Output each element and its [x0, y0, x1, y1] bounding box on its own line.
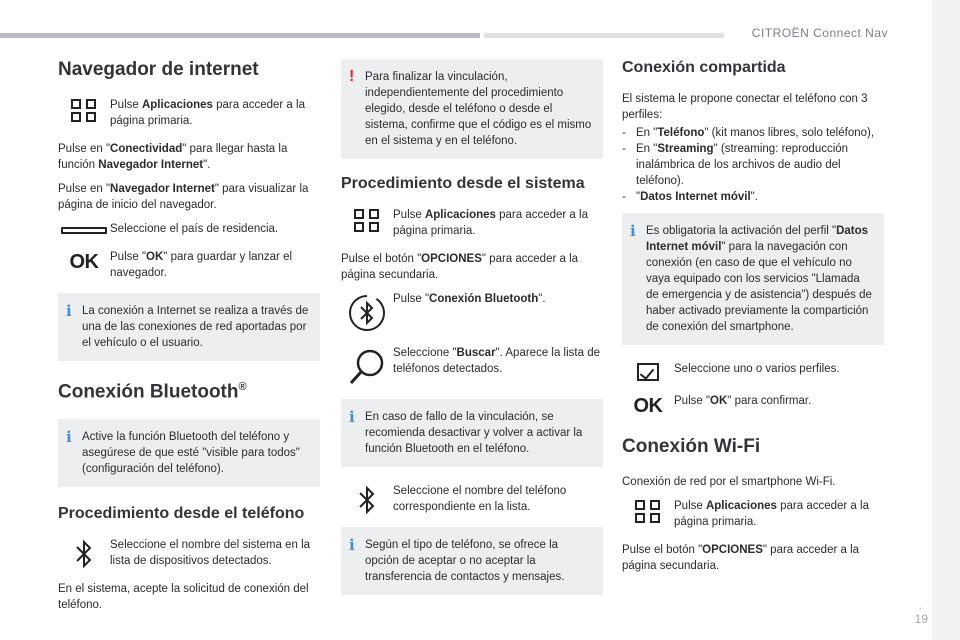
step-ok [58, 249, 320, 281]
search-icon [341, 345, 393, 387]
subsection-title-shared: Conexión compartida [622, 59, 786, 76]
ok-icon: OK [69, 251, 99, 273]
brand-title: CITROËN Connect Nav [751, 26, 888, 40]
step-select-system [58, 537, 320, 569]
paragraph-browser: Pulse en "Navegador Internet" para visualizar la página de inicio del navegador. [58, 183, 309, 211]
paragraph-accept: En el sistema, acepte la solicitud de conexión del teléfono. [58, 583, 309, 612]
step-country [58, 221, 320, 237]
step-search [341, 345, 603, 387]
step-text: Seleccione "Buscar". Aparece la lista de teléfonos detectados. [393, 347, 600, 375]
warning-note: ! Para finalizar la vinculación, independientemente del procedimiento elegido, desde el teléfono o desde el sistema, confirme que el código es el mismo en el sistema y en el teléfono. [341, 59, 603, 159]
step-text: Pulse "Conexión Bluetooth". [393, 293, 546, 305]
bluetooth-circle-icon [341, 291, 393, 333]
page-number: 19 [914, 612, 928, 626]
column-right [622, 55, 884, 582]
warning-icon: ! [349, 68, 355, 85]
info-note: i Active la función Bluetooth del teléfono y asegúrese de que esté "visible para todos" (configuración del teléfono). [58, 419, 320, 487]
page-edge-band [932, 0, 960, 640]
apps-grid-icon [622, 498, 674, 524]
step-text: Seleccione el nombre del teléfono correspondiente en la lista. [393, 485, 567, 513]
header-rule-light [484, 33, 724, 38]
paragraph-connectivity: Pulse en "Conectividad" para llegar hasta la función Navegador Internet". [58, 143, 288, 171]
section-title-bluetooth: Conexión Bluetooth® [58, 381, 247, 403]
column-left [58, 55, 320, 621]
step-applications [622, 498, 884, 530]
step-bluetooth-connection [341, 291, 603, 333]
info-icon: i [349, 408, 355, 426]
step-text: Pulse "OK" para confirmar. [674, 395, 812, 407]
selection-bar-icon [61, 227, 107, 234]
info-note: i La conexión a Internet se realiza a través de una de las conexiones de red aportadas por el vehículo o el usuario. [58, 293, 320, 361]
info-note: i Es obligatoria la activación del perfil "Datos Internet móvil" para la navegación con conexión (en caso de que el vehículo no vaya equipado con los servicios "Llamada de emergencia y de asistencia") después de haber activado previamente la compartición de conexión del smartphone. [622, 213, 884, 345]
subsection-title-phone: Procedimiento desde el teléfono [58, 505, 305, 523]
apps-grid-icon [58, 97, 110, 123]
page-dot: . [918, 598, 922, 612]
step-text: Pulse Aplicaciones para acceder a la página primaria. [674, 500, 869, 528]
bluetooth-icon [341, 483, 393, 515]
step-select-phone [341, 483, 603, 515]
paragraph-wifi: Conexión de red por el smartphone Wi-Fi. [622, 476, 836, 488]
step-select-profiles [622, 361, 884, 381]
list-item: - "Datos Internet móvil". [622, 191, 758, 203]
column-middle [341, 59, 603, 611]
info-icon: i [630, 222, 636, 240]
step-ok [622, 393, 884, 418]
step-text: Seleccione el nombre del sistema en la lista de dispositivos detectados. [110, 539, 311, 568]
step-applications [58, 97, 320, 129]
info-note: i Según el tipo de teléfono, se ofrece la opción de aceptar o no aceptar la transferencia de contactos y mensajes. [341, 527, 603, 595]
header-rule [0, 33, 480, 38]
step-text: Pulse "OK" para guardar y lanzar el navegador. [110, 251, 293, 279]
checkbox-icon [637, 363, 659, 381]
step-text: Seleccione el país de residencia. [110, 223, 279, 235]
step-applications [341, 207, 603, 239]
info-icon: i [66, 428, 72, 447]
section-title-browser: Navegador de internet [58, 59, 259, 80]
paragraph-profiles: El sistema le propone conectar el teléfono con 3 perfiles: [622, 93, 868, 121]
step-text: Pulse Aplicaciones para acceder a la página primaria. [393, 209, 588, 237]
info-icon: i [66, 302, 72, 320]
paragraph-options: Pulse el botón "OPCIONES" para acceder a la página secundaria. [341, 253, 579, 281]
step-text: Pulse Aplicaciones para acceder a la página primaria. [110, 99, 305, 127]
ok-icon: OK [633, 395, 663, 417]
subsection-title-system: Procedimiento desde el sistema [341, 175, 585, 192]
bluetooth-icon [58, 537, 110, 569]
list-item: - En "Streaming" (streaming: reproducción inalámbrica de los archivos de audio del teléfono). [622, 143, 849, 187]
info-icon: i [349, 536, 355, 554]
section-title-wifi: Conexión Wi-Fi [622, 436, 761, 457]
step-text: Seleccione uno o varios perfiles. [674, 363, 840, 375]
apps-grid-icon [341, 207, 393, 233]
profile-list [622, 125, 884, 205]
list-item: - En "Teléfono" (kit manos libres, solo teléfono), [622, 127, 875, 139]
info-note: i En caso de fallo de la vinculación, se recomienda desactivar y volver a activar la función Bluetooth en el teléfono. [341, 399, 603, 467]
paragraph-options: Pulse el botón "OPCIONES" para acceder a la página secundaria. [622, 544, 860, 572]
